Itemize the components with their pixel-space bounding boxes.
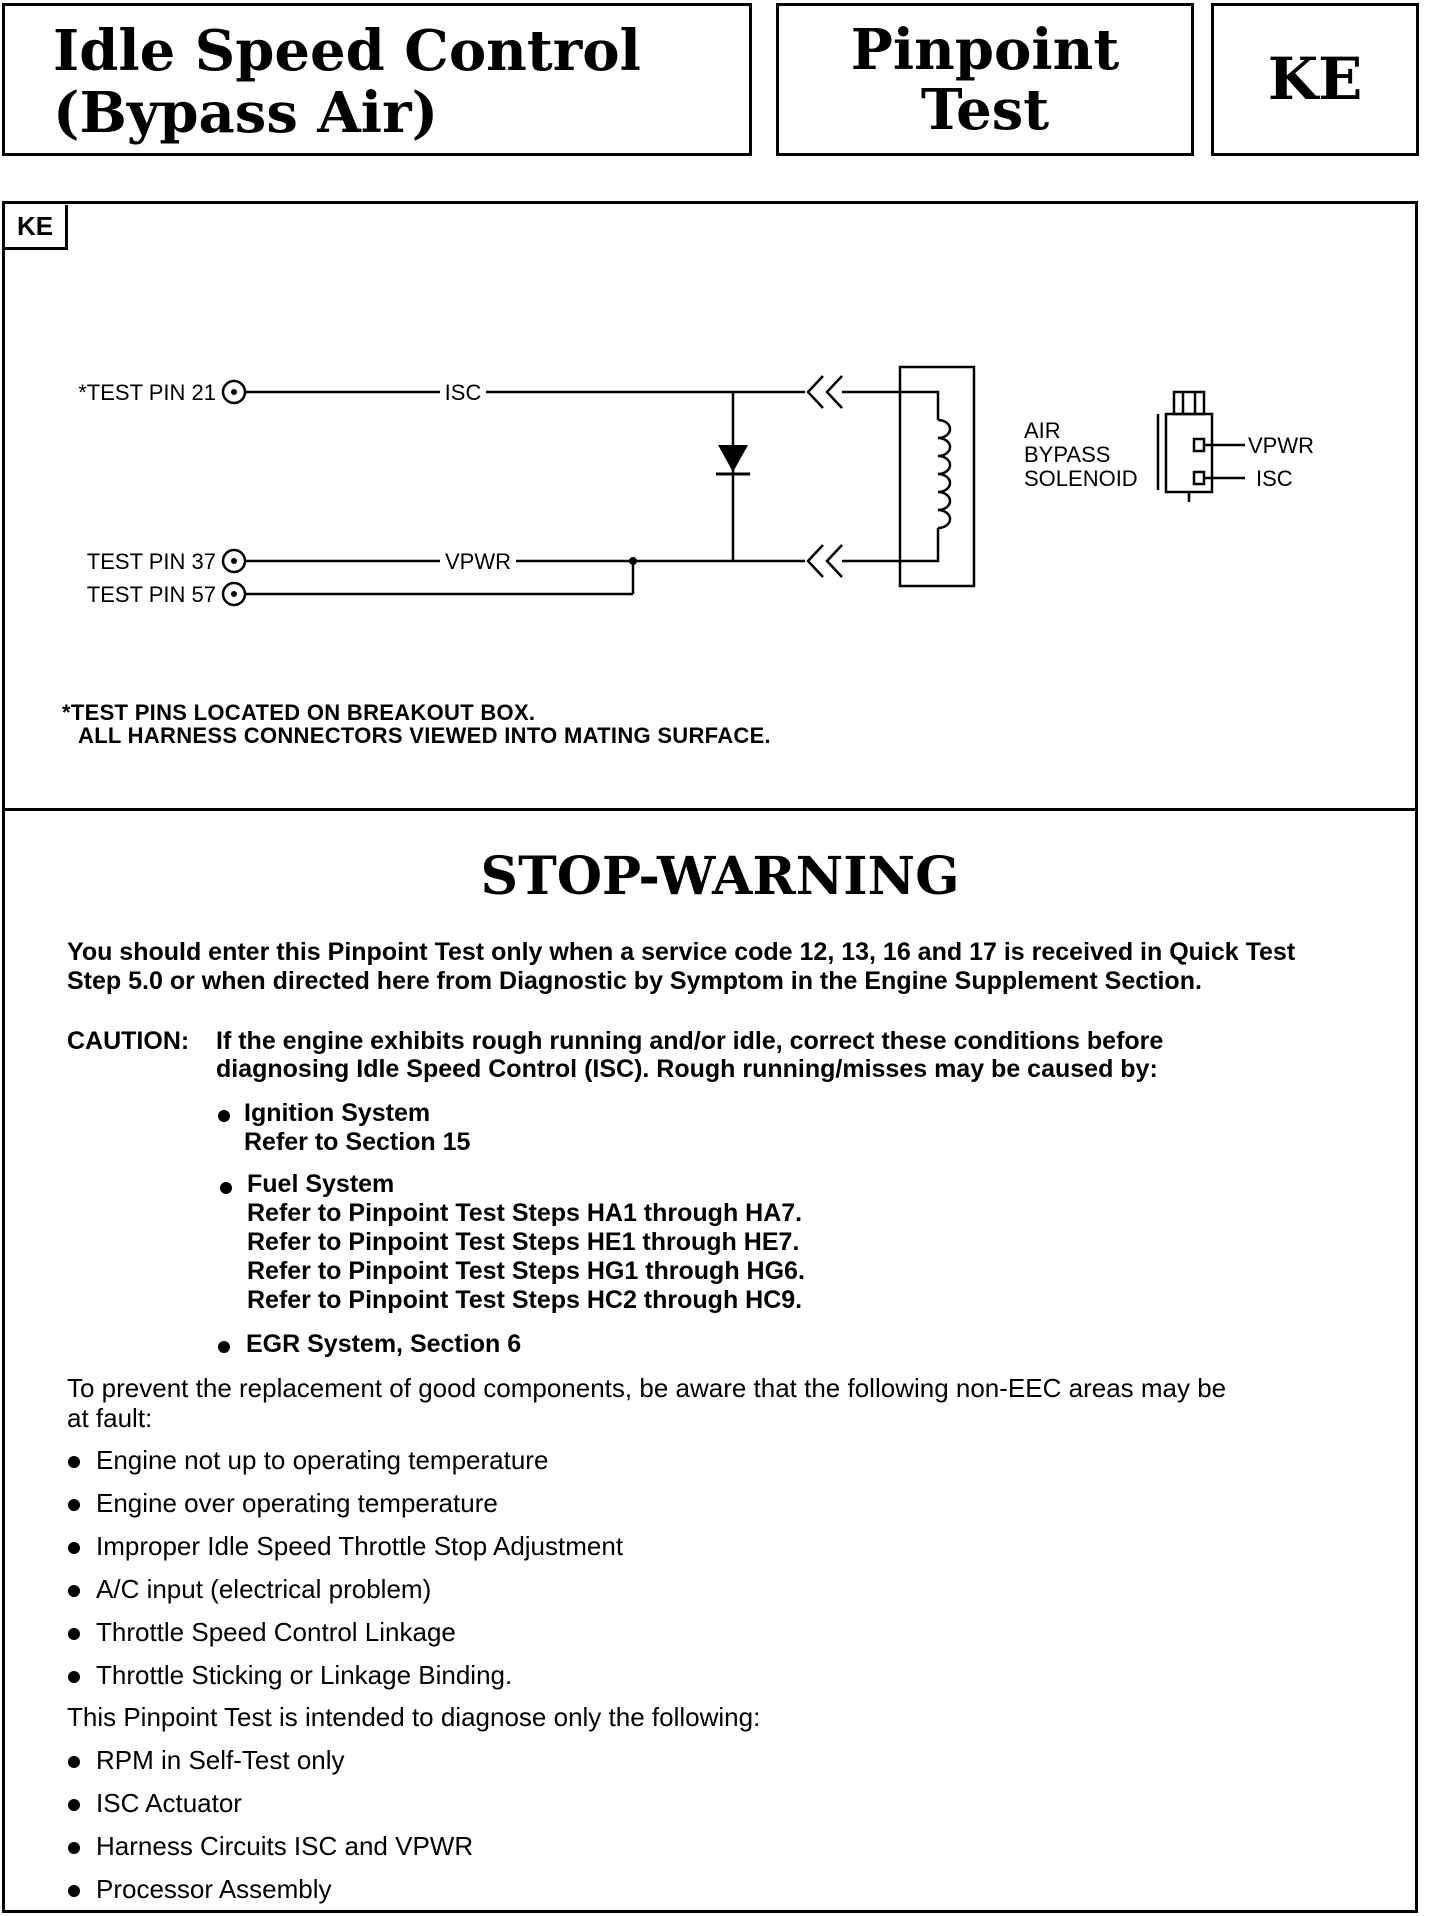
bullet-icon	[218, 1341, 230, 1353]
connector-latch	[1174, 392, 1204, 414]
prevent-line-1: To prevent the replacement of good components, be aware that the following non-EEC areas may be	[67, 1373, 1227, 1403]
isc-wire-label: ISC	[444, 380, 482, 405]
ignition-system-ref: Refer to Section 15	[244, 1128, 471, 1156]
vpwr-wire-label: VPWR	[445, 549, 511, 574]
test-pin-37-label: TEST PIN 37	[86, 549, 216, 574]
connector-isc-label: ISC	[1256, 466, 1293, 491]
bullet-icon	[68, 1499, 80, 1511]
junction-dot	[629, 557, 637, 565]
title-line-2: (Bypass Air)	[53, 80, 439, 146]
bullet-icon	[68, 1842, 80, 1854]
egr-system: EGR System, Section 6	[246, 1330, 522, 1358]
caution-line-1: If the engine exhibits rough running and/or idle, correct these conditions before	[216, 1027, 1164, 1055]
test-pin-21-label: *TEST PIN 21	[78, 380, 216, 405]
ignition-system-title: Ignition System	[244, 1099, 431, 1127]
bullet-icon	[218, 1110, 230, 1122]
fault-item: Engine over operating temperature	[96, 1488, 498, 1518]
diagram-tag: KE	[5, 205, 68, 250]
solenoid-label-1: AIR	[1024, 418, 1061, 443]
solenoid-coil	[938, 420, 950, 528]
fault-item: A/C input (electrical problem)	[96, 1574, 432, 1604]
fuel-ref-1: Refer to Pinpoint Test Steps HA1 through HA7.	[247, 1199, 803, 1227]
section-divider	[2, 808, 1418, 811]
diagram-note-1: *TEST PINS LOCATED ON BREAKOUT BOX.	[62, 700, 536, 725]
diagram-note-2: ALL HARNESS CONNECTORS VIEWED INTO MATING SURFACE.	[78, 723, 771, 748]
wiring-diagram	[0, 340, 1440, 640]
fault-item: Improper Idle Speed Throttle Stop Adjustment	[96, 1531, 624, 1561]
bullet-icon	[68, 1456, 80, 1468]
bullet-icon	[68, 1585, 80, 1597]
prevent-line-2: at fault:	[67, 1403, 153, 1433]
solenoid-label-2: BYPASS	[1024, 442, 1111, 467]
stop-warning-heading: STOP-WARNING	[480, 846, 960, 907]
diode-icon	[718, 445, 748, 472]
title-line-1: Idle Speed Control	[53, 18, 641, 84]
bullet-icon	[68, 1756, 80, 1768]
bullet-icon	[68, 1799, 80, 1811]
bullet-icon	[68, 1628, 80, 1640]
test-code-box: KE	[1211, 3, 1419, 156]
caution-label: CAUTION:	[67, 1027, 190, 1055]
bullet-icon	[68, 1885, 80, 1897]
test-pin-57-label: TEST PIN 57	[86, 582, 216, 607]
fuel-ref-4: Refer to Pinpoint Test Steps HC2 through HC9.	[247, 1286, 803, 1314]
bullet-icon	[68, 1671, 80, 1683]
intended-statement: This Pinpoint Test is intended to diagnose only the following:	[67, 1702, 761, 1732]
diagnose-item: Processor Assembly	[96, 1874, 332, 1904]
fuel-system-title: Fuel System	[247, 1170, 395, 1198]
intro-line-1: You should enter this Pinpoint Test only when a service code 12, 13, 16 and 17 is received in Quick Test	[67, 938, 1296, 966]
fault-item: Throttle Sticking or Linkage Binding.	[96, 1660, 513, 1690]
fault-item: Throttle Speed Control Linkage	[96, 1617, 456, 1647]
fuel-ref-2: Refer to Pinpoint Test Steps HE1 through HE7.	[247, 1228, 800, 1256]
fuel-ref-3: Refer to Pinpoint Test Steps HG1 through HG6.	[247, 1257, 805, 1285]
pinpoint-test-box	[776, 3, 1194, 156]
bullet-icon	[68, 1542, 80, 1554]
caution-line-2: diagnosing Idle Speed Control (ISC). Rough running/misses may be caused by:	[216, 1055, 1158, 1083]
diagnose-item: RPM in Self-Test only	[96, 1745, 345, 1775]
intro-line-2: Step 5.0 or when directed here from Diagnostic by Symptom in the Engine Supplement Section.	[67, 967, 1202, 995]
fault-item: Engine not up to operating temperature	[96, 1445, 549, 1475]
title-box	[2, 3, 752, 156]
pinpoint-line-1: Pinpoint	[850, 17, 1120, 83]
solenoid-label-3: SOLENOID	[1024, 466, 1138, 491]
bullet-icon	[220, 1182, 232, 1194]
connector-vpwr-label: VPWR	[1248, 433, 1314, 458]
pinpoint-line-2: Test	[920, 77, 1050, 143]
diagnose-item: ISC Actuator	[96, 1788, 242, 1818]
diagnose-item: Harness Circuits ISC and VPWR	[96, 1831, 474, 1861]
